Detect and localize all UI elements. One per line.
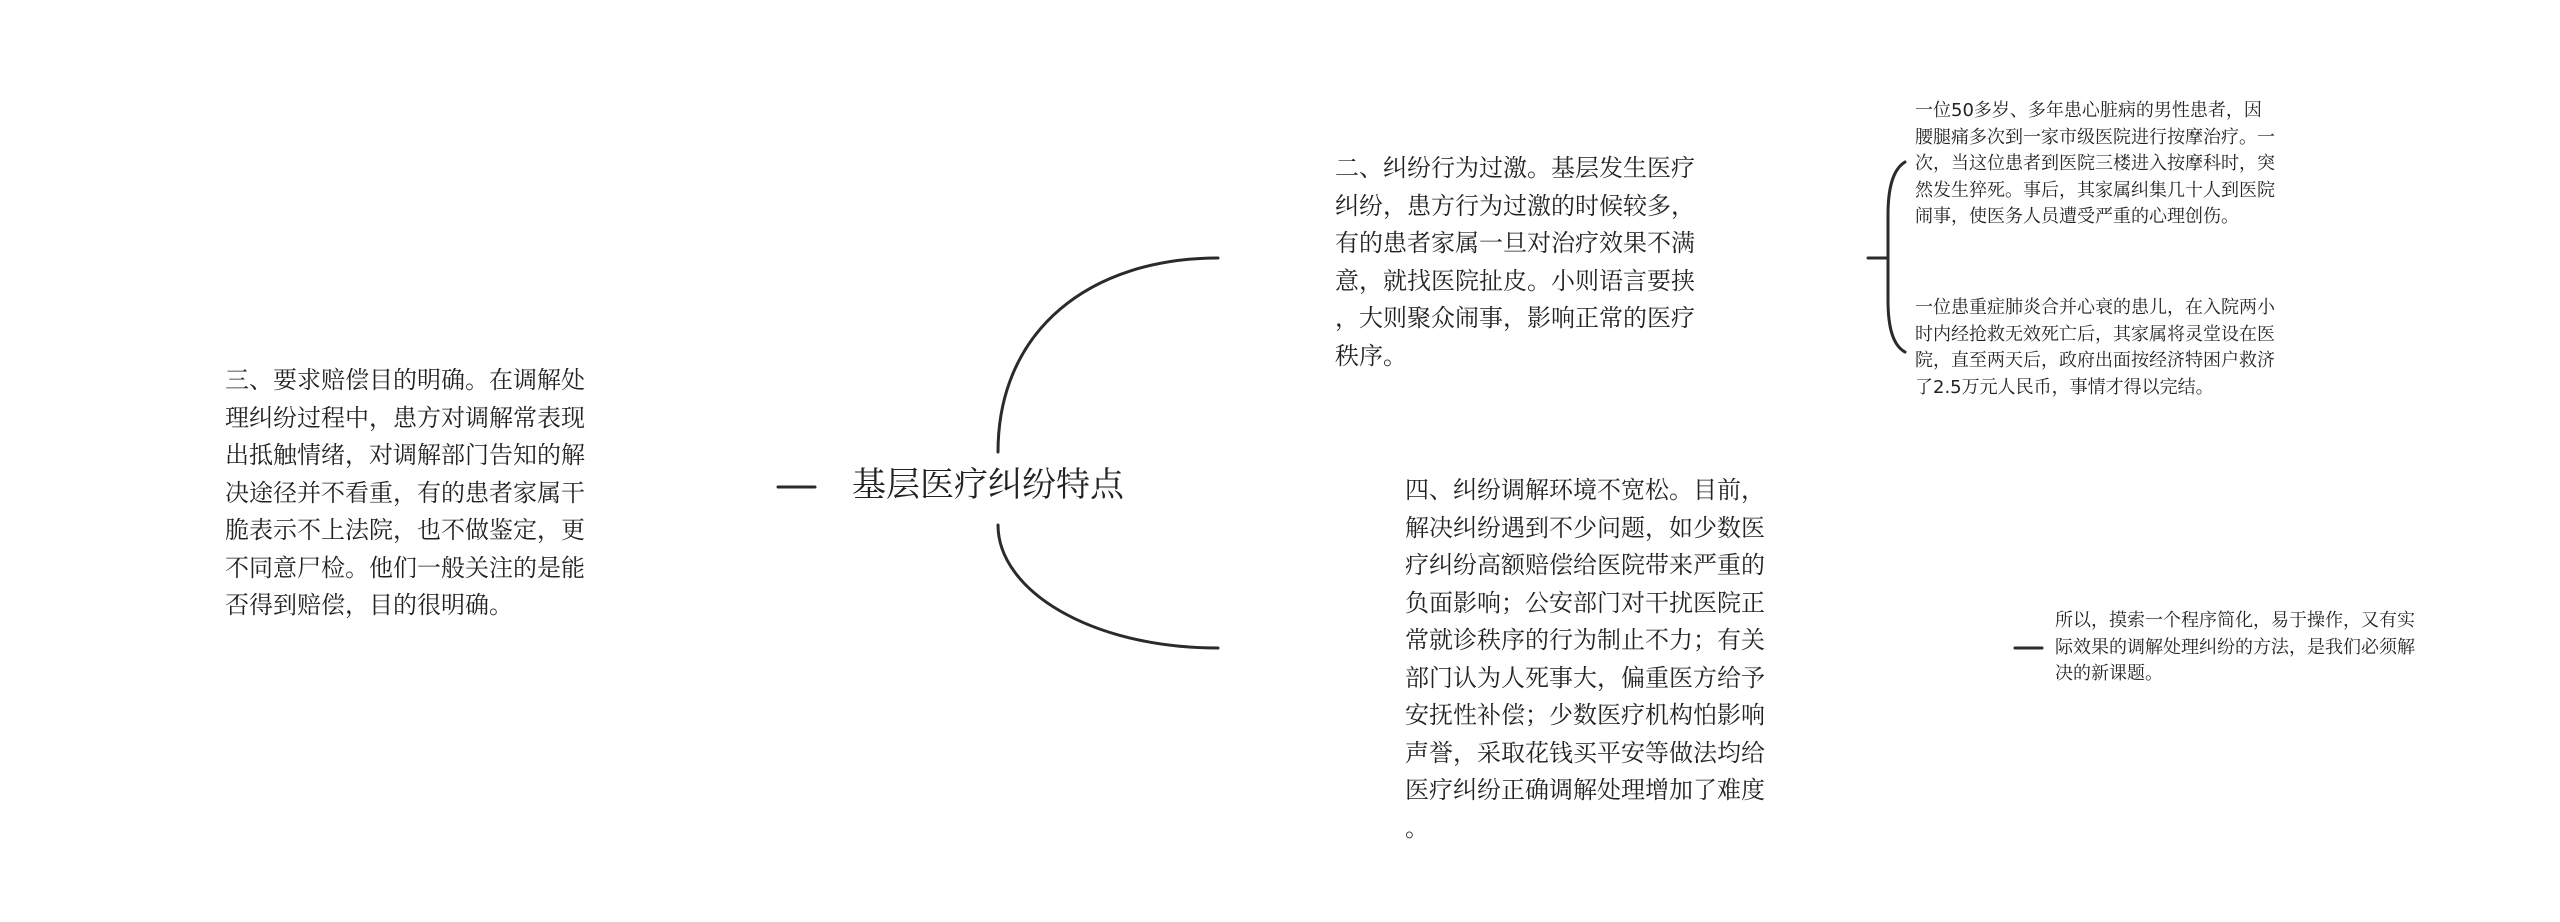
conclusion-new-task[interactable]: 所以，摸索一个程序简化，易于操作，又有实 际效果的调解处理纠纷的方法，是我们必须解 决的新课题。 xyxy=(2055,610,2415,684)
case-heart-patient[interactable]: 一位50多岁、多年患心脏病的男性患者，因 腰腿痛多次到一家市级医院进行按摩治疗。一 次，当这位患者到医院三楼进入按摩科时，突 然发生猝死。事后，其家属纠集几十人到医院 闹事，使医务人员遭受严重的心理创伤。 xyxy=(1915,100,2275,227)
case-child-pneumonia[interactable]: 一位患重症肺炎合并心衰的患儿，在入院两小 时内经抢救无效死亡后，其家属将灵堂设在医 院，直至两天后，政府出面按经济特困户救济 了2.5万元人民币，事情才得以完结。 xyxy=(1915,297,2275,398)
connector-root-upper xyxy=(998,258,1218,452)
topic-mediation-environment[interactable]: 四、纠纷调解环境不宽松。目前， 解决纠纷遇到不少问题，如少数医 疗纠纷高额赔偿给医院带来严重的 负面影响；公安部门对干扰医院正 常就诊秩序的行为制止不力；有关 部门认为人死事大，偏重医方给予 安抚性补偿；少数医疗机构怕影响 声誉，采取花钱买平安等做法均给 医疗纠纷正确调解处理增加了难度 。 xyxy=(1405,476,1765,842)
topic-excessive-behavior[interactable]: 二、纠纷行为过激。基层发生医疗 纠纷，患方行为过激的时候较多， 有的患者家属一旦对治疗效果不满 意，就找医院扯皮。小则语言要挟 ，大则聚众闹事，影响正常的医疗 秩序。 xyxy=(1335,154,1695,370)
connector-upper-bracket xyxy=(1888,162,1905,352)
topic-compensation-purpose[interactable]: 三、要求赔偿目的明确。在调解处 理纠纷过程中，患方对调解常表现 出抵触情绪，对调解部门告知的解 决途径并不看重，有的患者家属干 脆表示不上法院，也不做鉴定，更 不同意尸检。他们一般关注的是能 否得到赔偿，目的很明确。 xyxy=(225,366,585,619)
connector-root-lower xyxy=(998,525,1218,648)
root-topic[interactable]: 基层医疗纠纷特点 xyxy=(852,465,1124,505)
